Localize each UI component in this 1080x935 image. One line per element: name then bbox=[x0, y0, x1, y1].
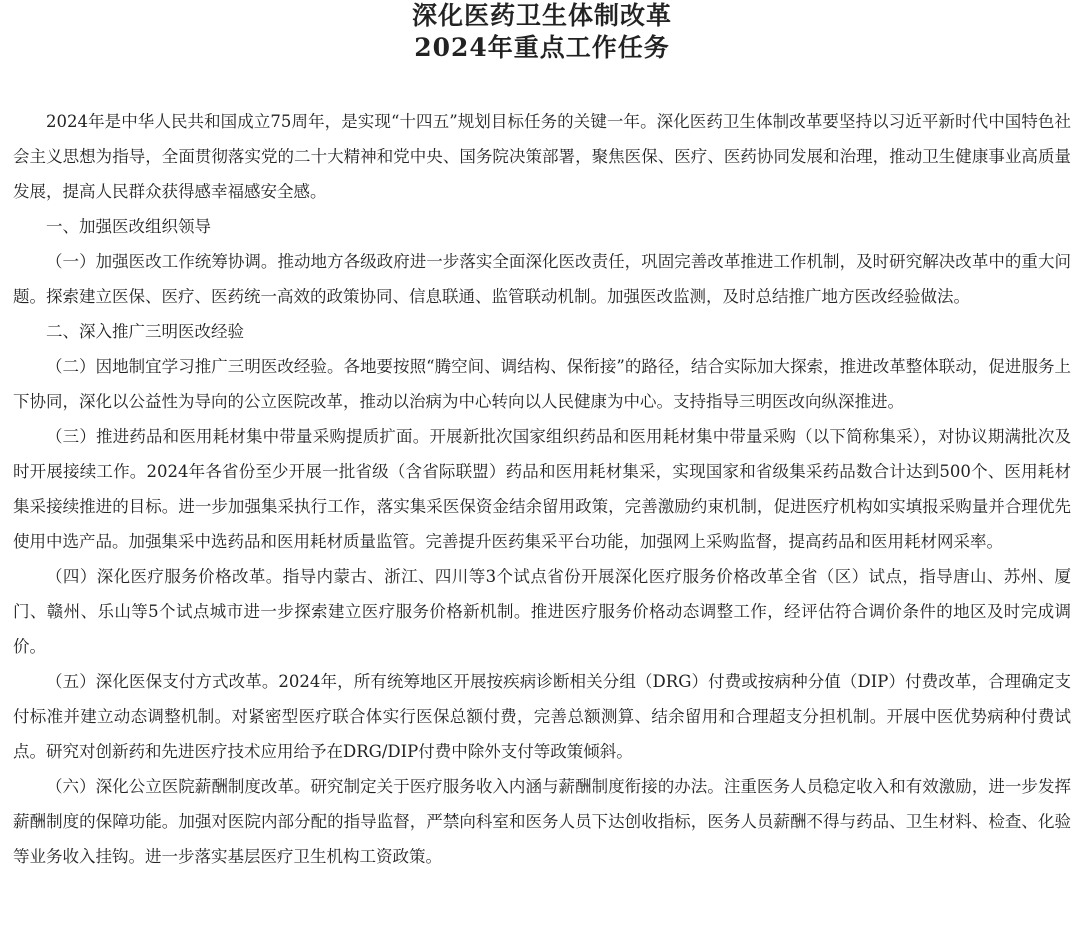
section-heading-1: 一、加强医改组织领导 bbox=[46, 217, 211, 236]
item-paragraph-6: （六）深化公立医院薪酬制度改革。研究制定关于医疗服务收入内涵与薪酬制度衔接的办法。注重医务人员稳定收入和有效激励，进一步发挥薪酬制度的保障功能。加强对医院内部分配的指导监督，严禁向科室和医务人员下达创收指标，医务人员薪酬不得与药品、卫生材料、检查、化验等业务收入挂钩。进一步落实基层医疗卫生机构工资政策。 bbox=[13, 777, 1071, 866]
item-paragraph-4: （四）深化医疗服务价格改革。指导内蒙古、浙江、四川等3个试点省份开展深化医疗服务价格改革全省（区）试点，指导唐山、苏州、厦门、赣州、乐山等5个试点城市进一步探索建立医疗服务价格新机制。推进医疗服务价格动态调整工作，经评估符合调价条件的地区及时完成调价。 bbox=[13, 567, 1071, 656]
document-subtitle: 2024年重点工作任务 bbox=[414, 33, 670, 62]
section-heading-2: 二、深入推广三明医改经验 bbox=[46, 322, 244, 341]
item-paragraph-1: （一）加强医改工作统筹协调。推动地方各级政府进一步落实全面深化医改责任，巩固完善改革推进工作机制，及时研究解决改革中的重大问题。探索建立医保、医疗、医药统一高效的政策协同、信息联通、监管联动机制。加强医改监测，及时总结推广地方医改经验做法。 bbox=[13, 252, 1071, 306]
item-paragraph-2: （二）因地制宜学习推广三明医改经验。各地要按照“腾空间、调结构、保衔接”的路径，结合实际加大探索，推进改革整体联动，促进服务上下协同，深化以公益性为导向的公立医院改革，推动以治病为中心转向以人民健康为中心。支持指导三明医改向纵深推进。 bbox=[13, 357, 1071, 411]
document-page bbox=[13, 0, 1071, 874]
item-paragraph-5: （五）深化医保支付方式改革。2024年，所有统筹地区开展按疾病诊断相关分组（DRG）付费或按病种分值（DIP）付费改革，合理确定支付标准并建立动态调整机制。对紧密型医疗联合体实行医保总额付费，完善总额测算、结余留用和合理超支分担机制。开展中医优势病种付费试点。研究对创新药和先进医疗技术应用给予在DRG/DIP付费中除外支付等政策倾斜。 bbox=[13, 672, 1071, 761]
intro-paragraph: 2024年是中华人民共和国成立75周年，是实现“十四五”规划目标任务的关键一年。深化医药卫生体制改革要坚持以习近平新时代中国特色社会主义思想为指导，全面贯彻落实党的二十大精神和党中央、国务院决策部署，聚焦医保、医疗、医药协同发展和治理，推动卫生健康事业高质量发展，提高人民群众获得感幸福感安全感。 bbox=[13, 112, 1071, 201]
item-paragraph-3: （三）推进药品和医用耗材集中带量采购提质扩面。开展新批次国家组织药品和医用耗材集中带量采购（以下简称集采），对协议期满批次及时开展接续工作。2024年各省份至少开展一批省级（含省际联盟）药品和医用耗材集采，实现国家和省级集采药品数合计达到500个、医用耗材集采接续推进的目标。进一步加强集采执行工作，落实集采医保资金结余留用政策，完善激励约束机制，促进医疗机构如实填报采购量并合理优先使用中选产品。加强集采中选药品和医用耗材质量监管。完善提升医药集采平台功能，加强网上采购监督，提高药品和医用耗材网采率。 bbox=[13, 427, 1071, 551]
document-title: 深化医药卫生体制改革 bbox=[411, 1, 672, 30]
